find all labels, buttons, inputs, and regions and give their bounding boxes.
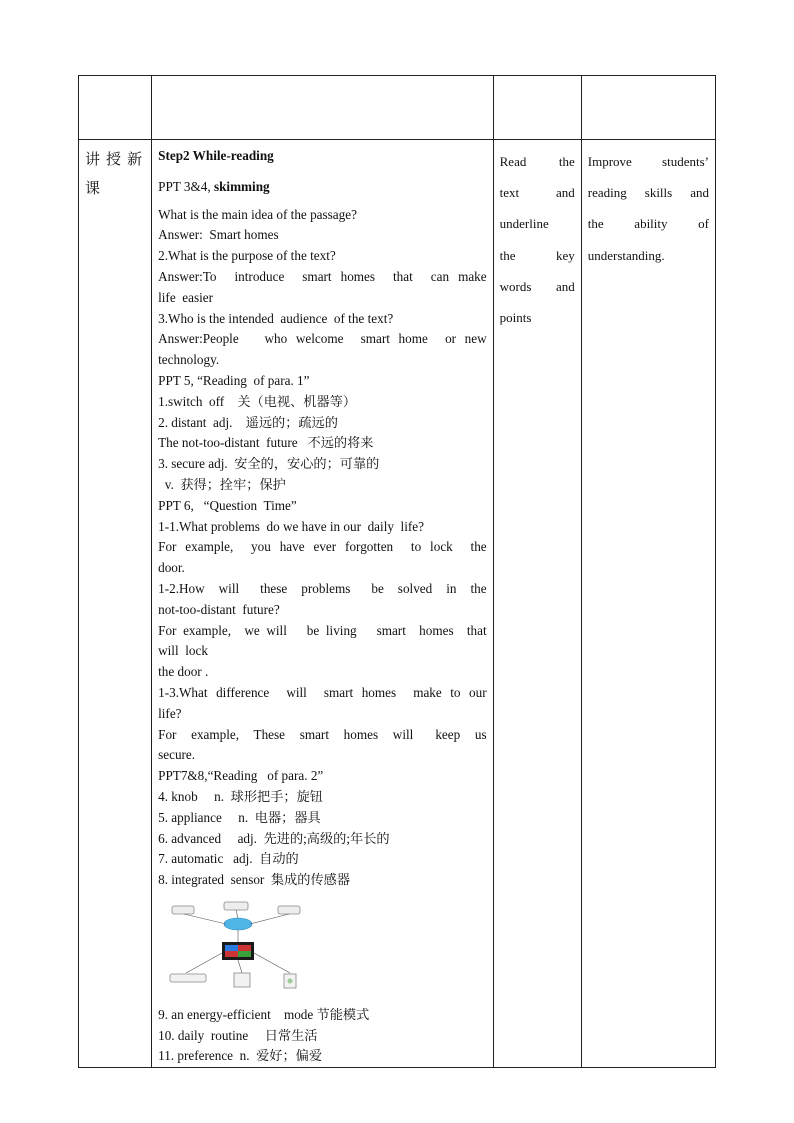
text-line: 1-1.What problems do we have in our daily life? (158, 518, 424, 534)
activity-line: the key (499, 247, 575, 263)
appliance-icon (234, 973, 250, 987)
process-lines-part2 (158, 1005, 487, 1067)
purpose-line: reading skills and (587, 185, 709, 201)
text-line: 7. automatic adj. 自动的 (158, 851, 299, 867)
text-line: life? (158, 705, 182, 721)
router-device-left-icon (172, 906, 194, 914)
text-line: What is the main idea of the passage? (158, 206, 357, 222)
lesson-plan-table (78, 75, 716, 1068)
text-line: 1.switch off 关（电视、机器等） (158, 393, 357, 409)
purpose-cell (581, 140, 715, 1068)
text-line: the door . (158, 664, 209, 680)
text-line: 1-2.How will these problems be solved in the (158, 580, 487, 596)
text-line: 6. advanced adj. 先进的;高级的;年长的 (158, 830, 390, 846)
text-line: PPT 5, “Reading of para. 1” (158, 372, 310, 388)
activity-cell (493, 140, 581, 1068)
text-line: For example, you have ever forgotten to lock the (158, 539, 487, 555)
text-line: v. 获得；拴牢；保护 (158, 476, 286, 492)
table-row (79, 140, 716, 1068)
header-cell-activity (493, 76, 581, 140)
cloud-icon (224, 918, 252, 930)
text-line: not-too-distant future? (158, 601, 280, 617)
step-title: Step2 While-reading (158, 148, 274, 163)
text-line: 3. secure adj. 安全的，安心的；可靠的 (158, 456, 380, 472)
text-line: PPT7&8,“Reading of para. 2” (158, 768, 324, 784)
text-line: life easier (158, 289, 214, 305)
activity-line: text and (499, 185, 575, 201)
header-cell-stage (79, 76, 152, 140)
ppt34-prefix: PPT 3&4, (158, 178, 214, 194)
text-line: 10. daily routine 日常生活 (158, 1027, 318, 1043)
purpose-line: the ability of (587, 216, 709, 232)
text-line: will lock (158, 643, 208, 659)
activity-line: points (499, 310, 532, 326)
text-line: Answer:To introduce smart homes that can make (158, 268, 487, 284)
text-line: Answer:People who welcome smart home or new (158, 331, 487, 347)
design-purpose (582, 140, 715, 271)
text-line: 9. an energy-efficient mode 节能模式 (158, 1006, 370, 1022)
text-line: 2. distant adj. 遥远的；疏远的 (158, 414, 338, 430)
activity-line: Read the (499, 154, 575, 169)
text-line: 1-3.What difference will smart homes make to our (158, 684, 487, 700)
text-line: 2.What is the purpose of the text? (158, 248, 336, 264)
purpose-line: understanding. (587, 247, 665, 263)
ppt34-bold: skimming (213, 178, 270, 194)
text-line: 5. appliance n. 电器；器具 (158, 809, 321, 825)
activity-line: underline (499, 216, 549, 232)
table-header-row (79, 76, 716, 140)
text-line: 4. knob n. 球形把手；旋钮 (158, 788, 323, 804)
process-lines-part1 (158, 205, 487, 891)
text-line: For example, we will be living smart homes that (158, 622, 487, 638)
stage-cell (79, 140, 152, 1068)
smart-home-network-diagram (164, 897, 314, 997)
text-line: PPT 6, “Question Time” (158, 497, 297, 513)
text-line: Answer: Smart homes (158, 227, 279, 243)
air-conditioner-icon (170, 974, 206, 982)
student-activity (494, 140, 581, 333)
text-line: The not-too-distant future 不远的将来 (158, 435, 374, 451)
text-line: 8. integrated sensor 集成的传感器 (158, 872, 351, 888)
header-cell-purpose (581, 76, 715, 140)
text-line: door. (158, 560, 185, 576)
purpose-line: Improve students’ (587, 154, 709, 169)
text-line: secure. (158, 747, 196, 763)
text-line: For example, These smart homes will keep us (158, 726, 487, 742)
stage-label: 讲授新课 (85, 152, 148, 197)
header-cell-process (152, 76, 494, 140)
text-line: 11. preference n. 爱好；偏爱 (158, 1048, 323, 1064)
activity-line: words and (499, 278, 575, 294)
router-device-right-icon (278, 906, 300, 914)
text-line: technology. (158, 352, 220, 368)
ppt34-line (158, 177, 487, 198)
process-cell (152, 140, 494, 1068)
text-line: 3.Who is the intended audience of the text? (158, 310, 394, 326)
router-device-center-icon (224, 902, 248, 910)
